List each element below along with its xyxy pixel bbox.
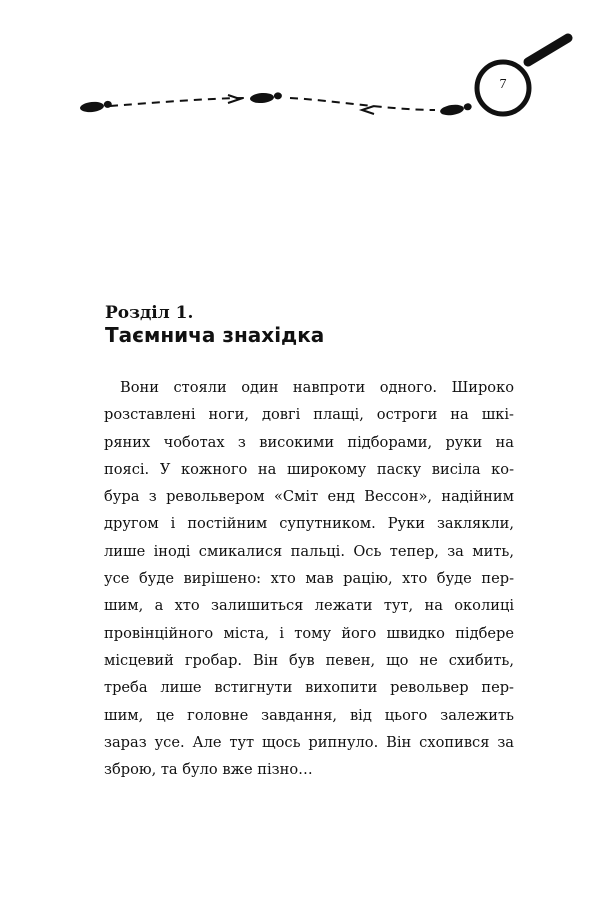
header-decoration bbox=[0, 0, 600, 150]
text-line: поясі. У кожного на широкому паску висіла ко- bbox=[104, 460, 514, 478]
text-line: ряних чоботах з високими підборами, руки на bbox=[104, 433, 514, 451]
page-number: 7 bbox=[499, 77, 507, 92]
text-line: шим, це головне завдання, від цього залежить bbox=[104, 706, 514, 724]
text-line: лише іноді смикалися пальці. Ось тепер, за мить, bbox=[104, 542, 514, 560]
text-line: розставлені ноги, довгі плащі, остроги на шкі- bbox=[104, 406, 514, 424]
text-line: усе буде вирішено: хто мав рацію, хто буде пер- bbox=[104, 570, 514, 588]
text-line: провінційного міста, і тому його швидко підбере bbox=[104, 624, 514, 642]
body-text bbox=[104, 374, 514, 783]
dashed-arrow-icon bbox=[362, 106, 374, 114]
footprint-icon bbox=[250, 92, 283, 104]
text-line: треба лише встигнути вихопити револьвер пер- bbox=[104, 679, 514, 697]
text-line: шим, а хто залишиться лежати тут, на околиці bbox=[104, 597, 514, 615]
text-line: Вони стояли один навпроти одного. Широко bbox=[120, 379, 514, 396]
chapter-label: Розділ 1. bbox=[105, 303, 194, 323]
text-line: бура з револьвером «Сміт енд Вессон», надійним bbox=[104, 488, 514, 506]
text-line: зараз усе. Але тут щось рипнуло. Він схопився за bbox=[104, 733, 514, 751]
magnifying-glass-icon bbox=[477, 38, 568, 114]
footprint-icon bbox=[439, 102, 472, 116]
text-line: зброю, та було вже пізно… bbox=[104, 761, 313, 779]
text-line: другом і постійним супутником. Руки заклякли, bbox=[104, 515, 514, 533]
footprint-icon bbox=[80, 100, 113, 113]
chapter-title: Таємнича знахідка bbox=[105, 323, 325, 347]
text-line: місцевий гробар. Він був певен, що не схибить, bbox=[104, 651, 514, 669]
